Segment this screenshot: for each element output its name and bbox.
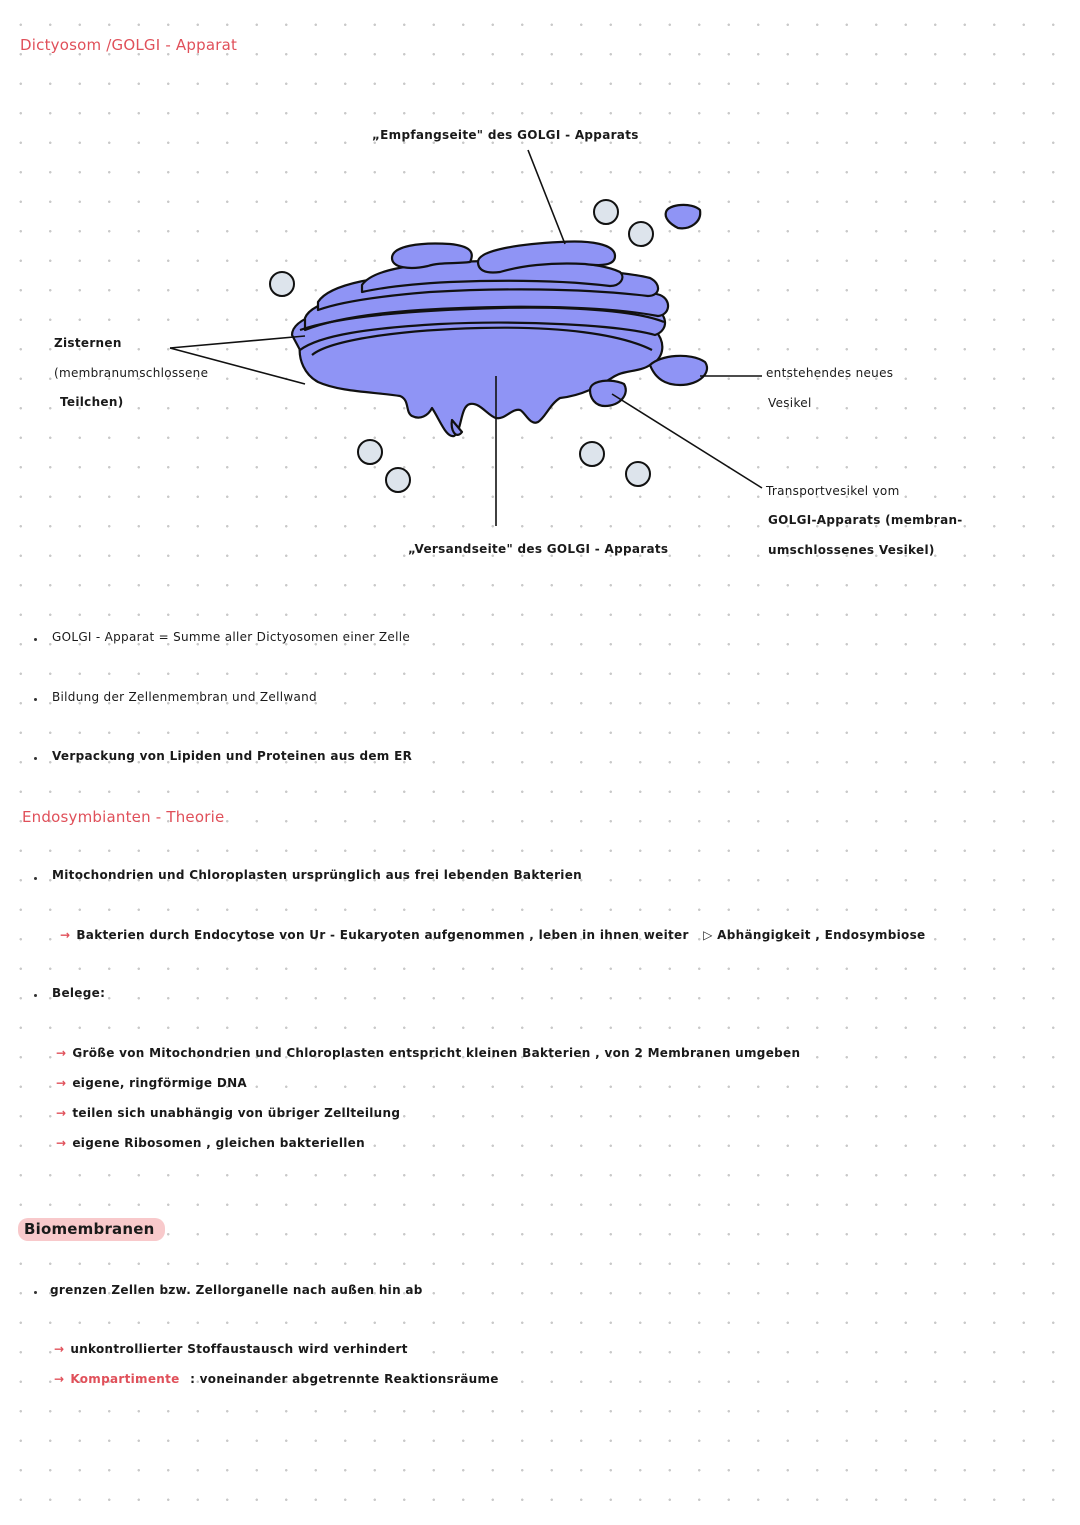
arrow-icon: → [54,1342,65,1356]
biomembrane-title: Biomembranen [18,1218,165,1241]
transport-vesicle-label: umschlossenes Vesikel) [768,543,935,557]
vesicle [358,440,382,464]
belege-label: Belege: [52,986,106,1000]
transport-vesicle-label: Transportvesikel vom [766,484,900,498]
belege-item [56,1136,365,1150]
cisterna-label: (membranumschlossene [54,366,209,380]
bio-arrow-item [54,1372,499,1386]
bio-bullet: grenzen Zellen bzw. Zellorganelle nach außen hin ab [50,1283,423,1297]
receiving-side-label: „Empfangseite" des GOLGI - Apparats [372,128,639,142]
vesicle [270,272,294,296]
golgi-bullet: Verpackung von Lipiden und Proteinen aus dem ER [52,749,413,763]
belege-text: Größe von Mitochondrien und Chloroplasten entspricht kleinen Bakterien , von 2 Membranen umgeben [72,1046,801,1060]
cisterna-label: Teilchen) [60,395,124,409]
bio-arrow-item [54,1342,408,1356]
vesicle [594,200,618,224]
bio-arrow-text: unkontrollierter Stoffaustausch wird verhindert [70,1342,408,1356]
pointer-line-top [528,150,565,244]
belege-item [56,1046,800,1060]
budding-vesicle-small [590,381,626,406]
belege-item [56,1106,400,1120]
endo-bullet: Mitochondrien und Chloroplasten ursprünglich aus frei lebenden Bakterien [52,868,582,882]
vesicle [629,222,653,246]
transport-vesicle-label: GOLGI-Apparats (membran- [768,513,963,527]
arrow-icon: → [60,928,71,942]
vesicle-top-right [666,205,701,228]
golgi-heading: Dictyosom /GOLGI - Apparat [20,36,238,54]
new-vesicle-label: entstehendes neues [766,366,894,380]
bullet-dot [34,1291,37,1294]
endo-arrow-line [60,928,925,942]
golgi-diagram [0,0,1080,600]
arrow-icon: → [54,1372,65,1386]
compartment-term: Kompartimente [70,1372,180,1386]
golgi-bullet: GOLGI - Apparat = Summe aller Dictyosomen einer Zelle [52,630,411,644]
arrow-icon: → [56,1046,67,1060]
vesicle [386,468,410,492]
endo-arrow-text: Bakterien durch Endocytose von Ur - Eukaryoten aufgenommen , leben in ihnen weiter [76,928,689,942]
belege-text: eigene Ribosomen , gleichen bakteriellen [72,1136,365,1150]
compartment-definition: : voneinander abgetrennte Reaktionsräume [190,1372,499,1386]
belege-text: eigene, ringförmige DNA [72,1076,248,1090]
endosymbiont-heading: Endosymbianten - Theorie [22,808,225,826]
arrow-icon: → [56,1106,67,1120]
vesicle [626,462,650,486]
golgi-bullet: Bildung der Zellenmembran und Zellwand [52,690,317,704]
budding-vesicle [650,356,707,385]
endo-arrow-result: ▷ Abhängigkeit , Endosymbiose [703,928,926,942]
bullet-dot [34,994,37,997]
shipping-side-label: „Versandseite" des GOLGI - Apparats [408,542,669,556]
bullet-dot [34,698,37,701]
belege-text: teilen sich unabhängig von übriger Zellteilung [72,1106,401,1120]
arrow-icon: → [56,1076,67,1090]
pointer-line-cisterna [170,336,305,348]
new-vesicle-label: Vesikel [768,396,812,410]
vesicle [580,442,604,466]
cisterna-label: Zisternen [54,336,122,350]
biomembrane-heading [18,1220,165,1238]
bullet-dot [34,757,37,760]
bullet-dot [34,877,37,880]
bullet-dot [34,638,37,641]
arrow-icon: → [56,1136,67,1150]
belege-item [56,1076,247,1090]
